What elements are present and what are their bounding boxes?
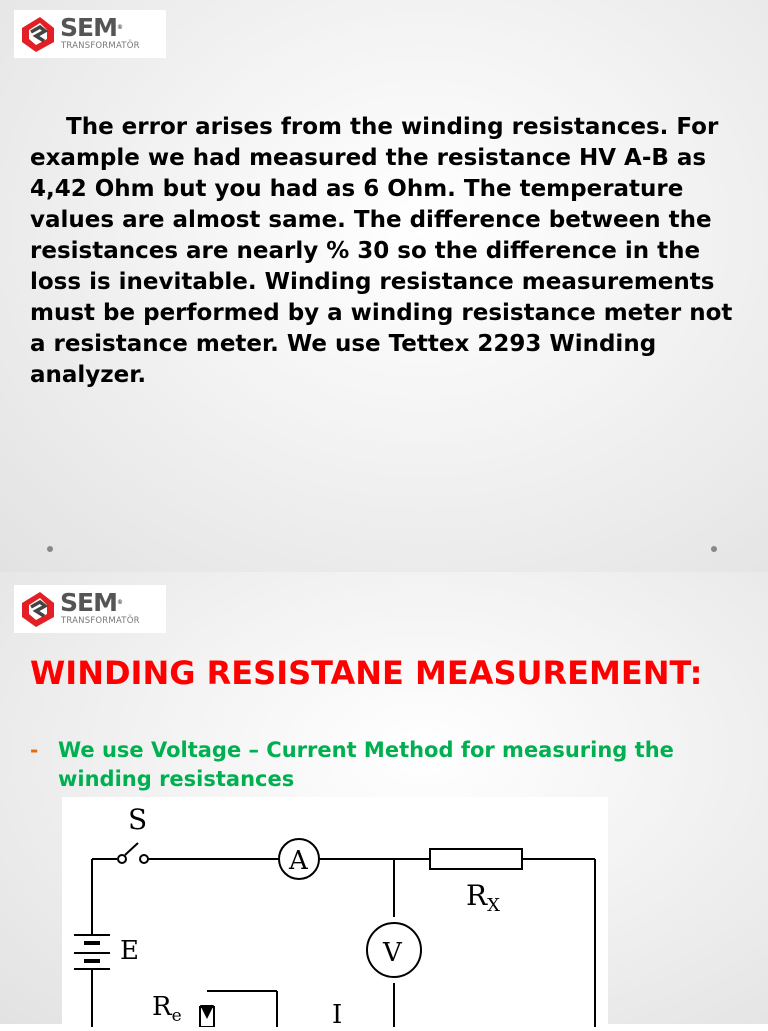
body-paragraph: The error arises from the winding resistances. For example we had measured the resistance HV A-B as 4,42 Ohm but you had as 6 Ohm. The temperature values are almost same. The difference between the resistances are nearly % 30 so the difference in the loss is inevitable. Winding resistance measurements must be performed by a winding resistance meter not a resistance meter. We use Tettex 2293 Winding analyzer. [30, 114, 733, 388]
rheostat-label: $R_e$ [152, 992, 182, 1026]
circuit-svg [62, 797, 608, 1027]
resistor-rx [430, 849, 522, 869]
bullet-text: We use Voltage – Current Method for measuring the winding resistances [58, 738, 674, 791]
ammeter-label: A [289, 846, 308, 876]
current-label: I [332, 1000, 343, 1027]
circuit-diagram [62, 797, 608, 1027]
logo-subtitle: TRANSFORMATÖR [61, 616, 140, 626]
bullet-dot-left [47, 546, 53, 552]
resistor-label: $R_X$ [466, 879, 500, 916]
logo-brand: SEM® [60, 588, 123, 617]
logo-subtitle: TRANSFORMATÖR [61, 41, 140, 51]
voltmeter-label: V [383, 938, 402, 968]
sem-logo [14, 10, 166, 58]
slide-2 [0, 572, 768, 1027]
sem-logo-icon [18, 14, 58, 54]
sem-logo [14, 585, 166, 633]
switch-contact [118, 855, 126, 863]
switch-label: S [128, 803, 148, 836]
slide-title: WINDING RESISTANE MEASUREMENT: [30, 654, 703, 692]
bullet-marker: - [30, 738, 39, 762]
battery-label: E [120, 936, 139, 966]
switch-contact [140, 855, 148, 863]
bullet-dot-right [711, 546, 717, 552]
switch-lever [125, 843, 138, 855]
sem-logo-icon [18, 589, 58, 629]
logo-brand: SEM® [60, 13, 123, 42]
